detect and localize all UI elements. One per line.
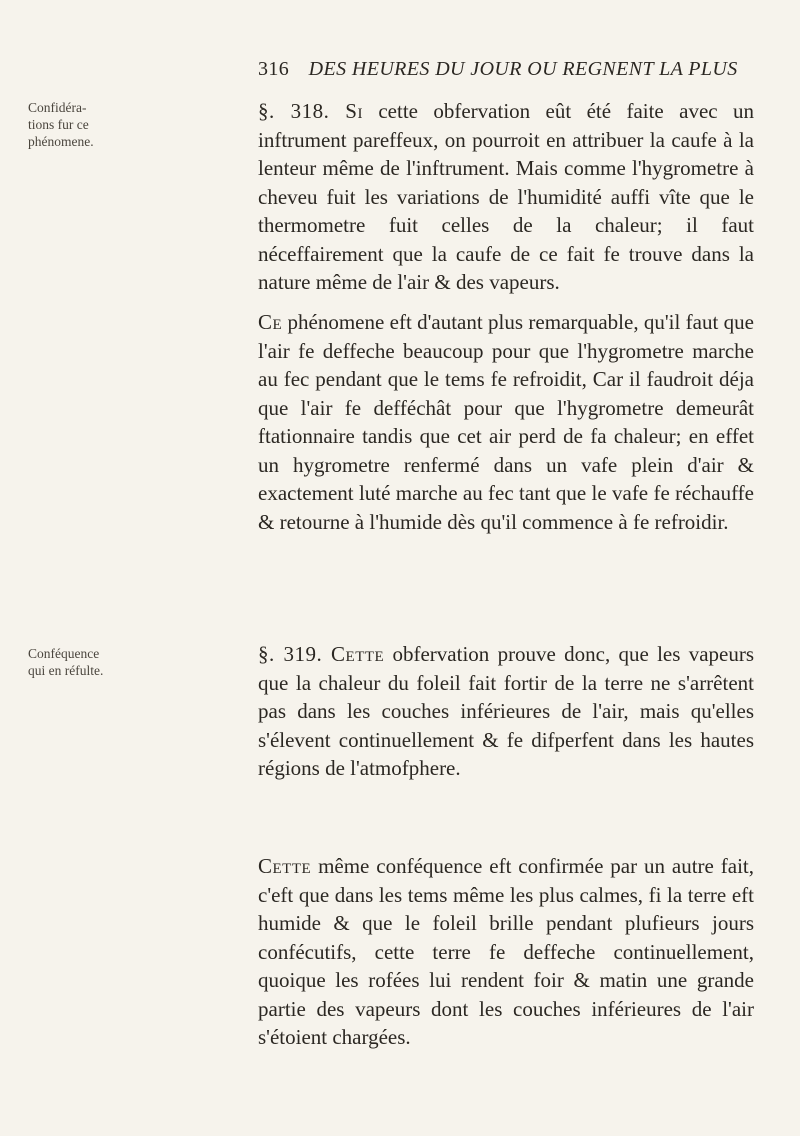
margin-note-considerations: Confidéra-tions fur ce phénomene. [28, 100, 94, 149]
running-title: DES HEURES DU JOUR OU REGNENT LA PLUS [308, 58, 738, 80]
paragraph-lead: §. 318. Si [258, 99, 363, 123]
margin-note-consequence: Conféquence qui en réfulte. [28, 646, 104, 678]
page-number: 316 [258, 58, 290, 80]
paragraph-318 [258, 97, 754, 297]
paragraph-lead: §. 319. Cette [258, 642, 385, 666]
paragraph-319 [258, 640, 754, 783]
running-head [258, 58, 738, 81]
paragraph-confirmation [258, 852, 754, 1052]
paragraph-text: phénomene eft d'autant plus remarquable, qu'il faut que l'air fe deffeche beaucoup pour que l'hygrometre marche au fec pendant que le tems fe refroidit, Car il faudroit déja que l'air fe defféchât pour que l'hygrometre demeurât ftationnaire tandis que cet air perd de fa chaleur; en effet un hygrometre renfermé dans un vafe plein d'air & exactement luté marche au fec tant que le vafe fe réchauffe & retourne à l'humide dès qu'il commence à fe refroidir. [258, 310, 754, 534]
paragraph-lead: Cette [258, 854, 312, 878]
paragraph-text: cette obfervation eût été faite avec un inftrument pareffeux, on pourroit en attribuer la caufe à la lenteur même de l'inftrument. Mais comme l'hygrometre à cheveu fuit les variations de l'humidité auffi vîte que le thermometre fuit celles de la chaleur; il faut néceffairement que la caufe de ce fait fe trouve dans la nature même de l'air & des vapeurs. [258, 99, 754, 294]
paragraph-text: même conféquence eft confirmée par un autre fait, c'eft que dans les tems même les plus calmes, fi la terre eft humide & que le foleil brille pendant plufieurs jours confécutifs, cette terre fe deffeche continuellement, quoique les rofées lui rendent foir & matin une grande partie des vapeurs dont les couches inférieures de l'air s'étoient chargées. [258, 854, 754, 1049]
paragraph-lead: Ce [258, 310, 283, 334]
paragraph-phenomenon [258, 308, 754, 536]
paragraph-text: obfervation prouve donc, que les vapeurs que la chaleur du foleil fait fortir de la terre ne s'arrêtent pas dans les couches inférieures de l'air, mais qu'elles s'élevent continuellement & fe difperfent dans les hautes régions de l'atmofphere. [258, 642, 754, 780]
